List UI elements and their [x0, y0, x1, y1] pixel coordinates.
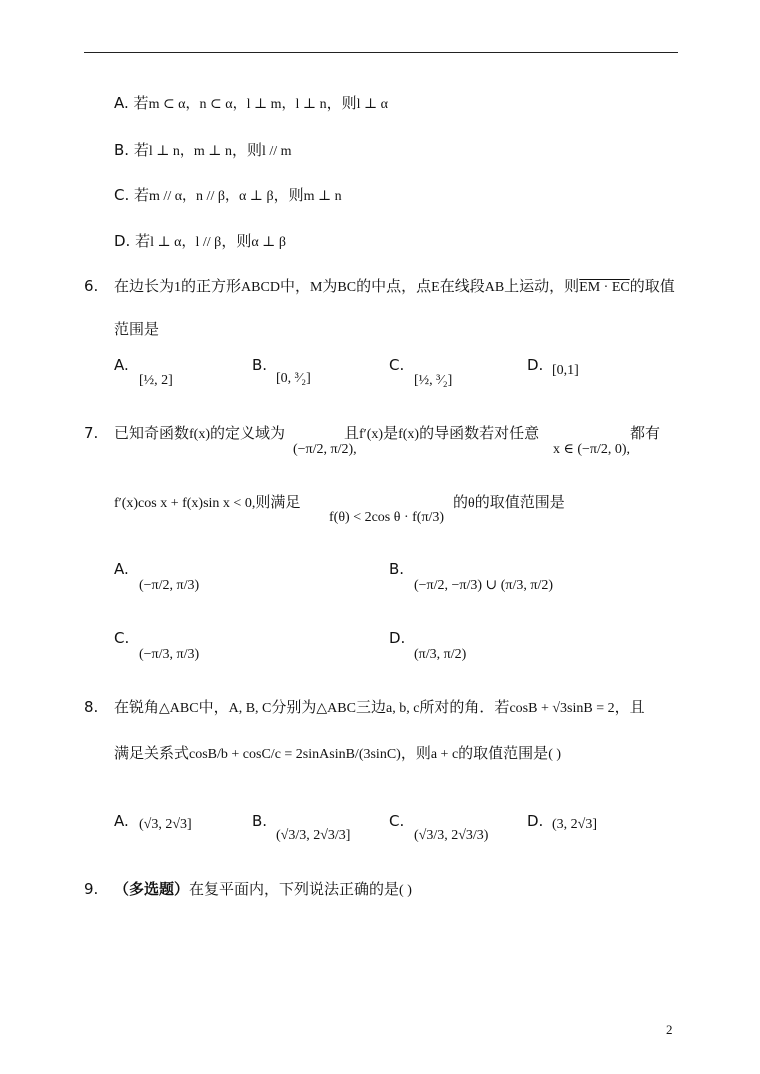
q7-option-a-value: (−π/2, π/3): [139, 578, 200, 593]
q6-option-b-value: [0, ³⁄₂]: [276, 371, 311, 386]
q5-option-c: C. 若m // α，n // β，α ⊥ β，则m ⊥ n: [114, 186, 342, 204]
q7-option-b-label: B.: [389, 560, 405, 578]
q8-option-a-value: (√3, 2√3]: [139, 817, 192, 832]
q8-option-c-value: (√3/3, 2√3/3): [414, 828, 489, 843]
q7-stem-b: 且f′(x)是f(x)的导函数若对任意: [344, 424, 540, 442]
q7-domain: (−π/2, π/2),: [293, 442, 357, 457]
q6-stem-line2: 范围是: [114, 320, 160, 338]
q7-stem: 已知奇函数f(x)的定义域为: [114, 424, 286, 442]
page-number: 2: [666, 1022, 673, 1037]
q6-option-a-value: [½, 2]: [139, 373, 173, 388]
q8-option-a-label: A.: [114, 812, 129, 830]
header-rule: [84, 52, 678, 53]
q8-stem: 在锐角△ABC中，A, B, C分别为△ABC三边a, b, c所对的角．若cosB + √3sinB = 2，且: [114, 698, 645, 716]
q6-option-d-label: D.: [527, 356, 544, 374]
q8-option-c-label: C.: [389, 812, 405, 830]
q6-option-c-label: C.: [389, 356, 405, 374]
q5-option-b: B. 若l ⊥ n，m ⊥ n，则l // m: [114, 141, 292, 159]
q6-option-b-label: B.: [252, 356, 268, 374]
q7-option-a-label: A.: [114, 560, 129, 578]
q8-option-d-label: D.: [527, 812, 544, 830]
q7-inequality: f(θ) < 2cos θ · f(π/3): [329, 510, 445, 525]
q7-stem-d: 的θ的取值范围是: [453, 493, 565, 511]
q8-option-d-value: (3, 2√3]: [552, 817, 598, 832]
q5-option-a: A. 若m ⊂ α，n ⊂ α，l ⊥ m，l ⊥ n，则l ⊥ α: [114, 94, 388, 112]
q7-condition: f′(x)cos x + f(x)sin x < 0,则满足: [114, 493, 301, 511]
q5-option-d: D. 若l ⊥ α，l // β，则α ⊥ β: [114, 232, 286, 250]
q7-stem-c: 都有: [630, 424, 661, 442]
q7-option-c-label: C.: [114, 629, 130, 647]
q7-option-d-value: (π/3, π/2): [414, 647, 467, 662]
q9-stem: （多选题）在复平面内，下列说法正确的是( ): [114, 880, 412, 898]
q8-option-b-label: B.: [252, 812, 268, 830]
q6-option-c-value: [½, ³⁄₂]: [414, 373, 453, 388]
q8-option-b-value: (√3/3, 2√3/3]: [276, 828, 351, 843]
q6-number: 6.: [84, 277, 99, 295]
q6-option-a-label: A.: [114, 356, 129, 374]
q7-option-b-value: (−π/2, −π/3) ∪ (π/3, π/2): [414, 578, 554, 593]
q7-option-c-value: (−π/3, π/3): [139, 647, 200, 662]
q7-option-d-label: D.: [389, 629, 406, 647]
q6-stem: 在边长为1的正方形ABCD中，M为BC的中点，点E在线段AB上运动，则EM · EC的取值: [114, 277, 675, 295]
q7-number: 7.: [84, 424, 99, 442]
q6-option-d-value: [0,1]: [552, 363, 579, 378]
q7-interval: x ∈ (−π/2, 0),: [553, 442, 631, 457]
q8-number: 8.: [84, 698, 99, 716]
q8-stem-line2: 满足关系式cosB/b + cosC/c = 2sinAsinB/(3sinC)，则a + c的取值范围是( ): [114, 744, 562, 762]
q9-number: 9.: [84, 880, 99, 898]
